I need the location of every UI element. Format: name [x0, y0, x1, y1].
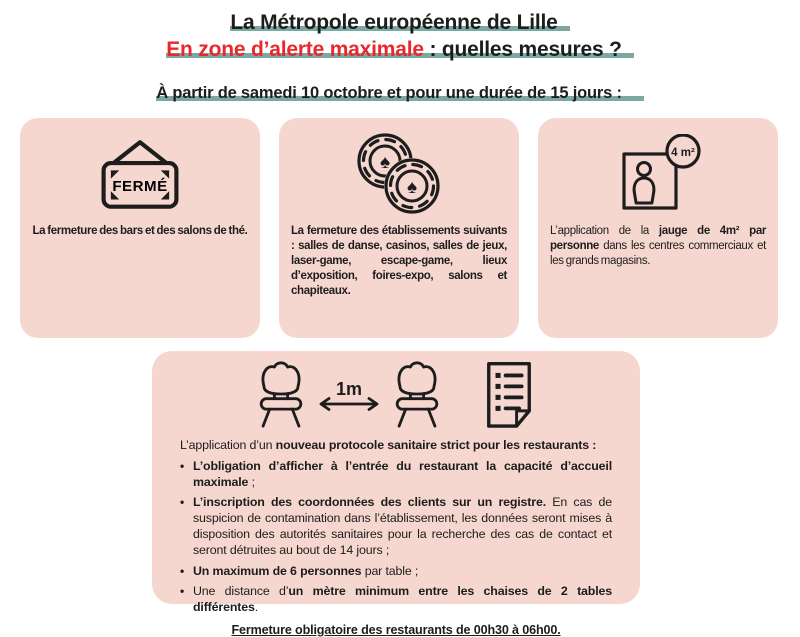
bullet-post: .	[254, 600, 258, 615]
chair-icon	[256, 360, 306, 433]
chair-icon	[392, 360, 442, 433]
bullet-six-persons	[152, 564, 640, 580]
gauge-text-bold: jauge de 4m² par personne	[550, 225, 766, 252]
bullet-dot: •	[180, 584, 185, 599]
card-restaurants-protocol	[152, 351, 640, 637]
one-meter-label: 1m	[335, 379, 362, 399]
card-gauge-4m2	[538, 118, 778, 338]
bullet-dot: •	[180, 563, 185, 578]
ferme-sign-label: FERMÉ	[112, 178, 168, 196]
bullet-pre: Une distance d’	[193, 584, 289, 599]
card-venues-closure	[279, 118, 519, 338]
curfew-footer: Fermeture obligatoire des restaurants de 00h30 à 06h00.	[231, 622, 561, 637]
card-venues-text: La fermeture des établissements suivants : salles de danse, casinos, salles de jeux, laser-game, escape-game, lieux d’exposition, foires-expo, salons et chapiteaux.	[291, 225, 507, 297]
intro-bold: nouveau protocole sanitaire strict pour les restaurants :	[275, 438, 597, 452]
register-checklist-icon	[482, 360, 536, 433]
alert-zone-text: En zone d’alerte maximale	[166, 38, 424, 61]
card-bars-closure	[20, 118, 260, 338]
page-title-line1	[0, 9, 800, 36]
bullet-post: ;	[248, 474, 255, 489]
bullet-post: En cas de suspicion de contamination dans l’établissement, les données seront mises à disposition des autorités sanitaires pour la recherche des cas de contact et seront détruites au bout de 14 jours ;	[193, 495, 612, 557]
chip-spade-symbol: ♠	[379, 152, 391, 173]
bullet-register	[152, 495, 640, 558]
gauge-badge-label: 4 m²	[671, 147, 695, 159]
title-highlighted: La Métropole européenne de Lille	[230, 11, 569, 34]
bullet-post: par table ;	[361, 563, 419, 578]
occupancy-gauge-icon	[538, 118, 778, 214]
one-meter-distance-indicator	[318, 381, 380, 411]
bullet-one-meter	[152, 584, 640, 616]
page-title-line2	[0, 36, 800, 63]
intro-pre: L’application d’un	[180, 438, 276, 452]
card-bars-text: La fermeture des bars et des salons de thé.	[32, 225, 248, 237]
bullet-bold: un mètre minimum entre les chaises de 2 tables différentes	[193, 584, 612, 615]
protocol-intro	[152, 438, 640, 454]
title-highlighted	[166, 38, 634, 61]
casino-chips-icon	[279, 118, 519, 214]
bullet-bold: L’inscription des coordonnées des clients sur un registre.	[193, 495, 546, 510]
bullet-capacity	[152, 459, 640, 491]
ferme-sign-icon	[20, 118, 260, 214]
card-gauge-text	[538, 224, 778, 269]
date-subtitle: À partir de samedi 10 octobre et pour une durée de 15 jours :	[0, 84, 800, 103]
bullet-bold: L’obligation d’afficher à l’entrée du restaurant la capacité d’accueil maximale	[193, 458, 612, 489]
restaurant-icons-row	[152, 363, 640, 433]
header	[0, 9, 800, 103]
gauge-text-pre: L’application de la	[550, 225, 659, 237]
measures-question-text: : quelles mesures ?	[423, 38, 622, 61]
bullet-dot: •	[180, 495, 185, 510]
double-arrow-icon	[318, 397, 380, 411]
bullet-dot: •	[180, 458, 185, 473]
gauge-text-post: dans les centres commerciaux et les grands magasins.	[550, 240, 766, 267]
chip-spade-symbol: ♠	[406, 177, 418, 198]
bullet-bold: Un maximum de 6 personnes	[193, 563, 362, 578]
